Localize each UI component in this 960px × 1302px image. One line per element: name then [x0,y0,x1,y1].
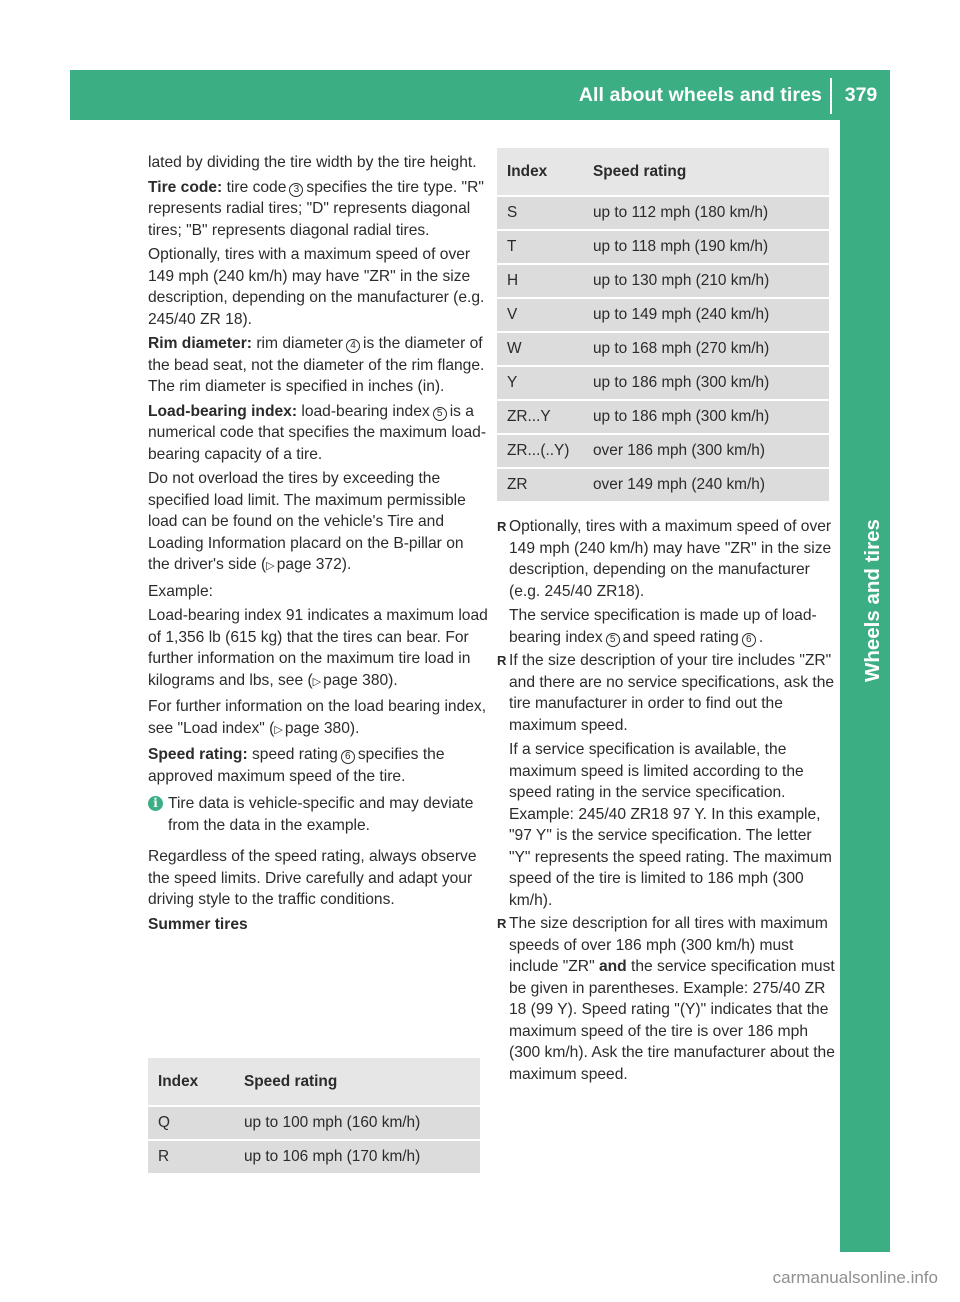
page-number: 379 [844,84,878,106]
column-header-speed: Speed rating [583,148,829,196]
bullet-marker-icon: R [497,916,507,931]
column-header-index: Index [497,148,583,196]
cell-index: V [497,298,583,332]
paragraph-example: Load-bearing index 91 indicates a maximum load of 1,356 lb (615 kg) that the tires can bear. For further information on the maximum tire load in kilograms and lbs, see (▷ page 380). [148,607,488,689]
table-row [497,366,829,400]
cell-index: H [497,264,583,298]
paragraph-further-info: For further information on the load bearing index, see "Load index" (▷ page 380). [148,698,487,737]
table-row [148,1106,480,1140]
list-item-detail: The service specification is made up of load-bearing index 5 and speed rating 6 . [509,607,817,646]
info-note [148,793,488,836]
cell-speed: up to 100 mph (160 km/h) [234,1106,480,1140]
column-header-index: Index [148,1058,234,1106]
left-column [148,152,488,938]
page-ref-arrow-icon: ▷ [274,723,283,736]
list-item: R Optionally, tires with a maximum speed of over 149 mph (240 km/h) may have "ZR" in the size description, depending on the manufacturer (e.g. 245/40 ZR18). The service specification is made up of load-bearing index 5 and speed rating 6 . [497,516,837,648]
callout-marker-6: 6 [341,750,355,764]
list-item: R The size description for all tires with maximum speeds of over 186 mph (300 km/h) must include "ZR" and the service specification must be given in parentheses. Example: 275/40 ZR 18 (99 Y). Speed rating "(Y)" indicates that the maximum speed of the tire is over 186 mph (300 km/h). Ask the tire manufacturer about the maximum speed. [497,915,835,1083]
table-row [497,332,829,366]
summer-tires-table [148,1058,480,1175]
paragraph-regardless: Regardless of the speed rating, always observe the speed limits. Drive carefully and adapt your driving style to the traffic conditions. [148,848,477,908]
cell-speed: over 149 mph (240 km/h) [583,468,829,502]
list-item: R If the size description of your tire includes "ZR" and there are no service specifications, ask the tire manufacturer in order to find out the maximum speed. If a service specification is available, the maximum speed is limited according to the speed rating in the service specification. Example: 245/40 ZR18 97 Y. In this example, "97 Y" is the service specification. The letter "Y" represents the speed rating. The maximum speed of the tire is limited to 186 mph (300 km/h). [497,650,837,911]
paragraph-overload: Do not overload the tires by exceeding the specified load limit. The maximum permissible load can be found on the vehicle's Tire and Loading Information placard on the B-pillar on the driver's side (▷ page 372). [148,470,466,573]
section-title: All about wheels and tires [578,84,822,106]
page-reference-link[interactable]: page 372). [276,556,352,573]
cell-index: W [497,332,583,366]
cell-index: S [497,196,583,230]
cell-index: ZR [497,468,583,502]
cell-speed: up to 106 mph (170 km/h) [234,1140,480,1174]
cell-speed: up to 149 mph (240 km/h) [583,298,829,332]
callout-marker-3: 3 [289,183,303,197]
table-row [497,468,829,502]
cell-speed: over 186 mph (300 km/h) [583,434,829,468]
header-bar [70,70,890,120]
term-speed-rating: Speed rating: [148,746,248,763]
term-rim-diameter: Rim diameter: [148,335,252,352]
page-ref-arrow-icon: ▷ [266,560,275,572]
column-header-speed: Speed rating [234,1058,480,1106]
cell-speed: up to 168 mph (270 km/h) [583,332,829,366]
speed-rating-table [497,148,829,503]
table-header-row [148,1058,480,1106]
page-reference-link[interactable]: page 380). [284,719,360,737]
watermark: carmanualsonline.info [772,1268,938,1287]
cell-speed: up to 112 mph (180 km/h) [583,196,829,230]
cell-index: T [497,230,583,264]
callout-marker-5: 5 [433,407,447,421]
cell-speed: up to 186 mph (300 km/h) [583,366,829,400]
cell-speed: up to 118 mph (190 km/h) [583,230,829,264]
cell-index: ZR...(..Y) [497,434,583,468]
table-row [497,230,829,264]
table-row [497,400,829,434]
bullet-marker-icon: R [497,519,507,534]
term-load-index: Load-bearing index: [148,402,298,420]
paragraph-speed-rating: Speed rating: speed rating 6 specifies the approved maximum speed of the tire. [148,746,445,785]
callout-marker-5: 5 [606,633,620,647]
table-row [497,298,829,332]
paragraph-example-label: Example: [148,582,214,600]
callout-marker-4: 4 [346,339,360,353]
page-ref-arrow-icon: ▷ [312,675,322,688]
table-row [497,196,829,230]
term-tire-code: Tire code: [148,178,223,196]
cell-speed: up to 130 mph (210 km/h) [583,264,829,298]
chapter-side-tab [840,120,890,1252]
cell-speed: up to 186 mph (300 km/h) [583,400,829,434]
paragraph-tire-code: Tire code: tire code 3 specifies the tire type. "R" represents radial tires; "D" represents diagonal tires; "B" represents diagonal radial tires. [148,178,484,239]
page-reference-link[interactable]: page 380). [323,671,398,689]
header-divider [830,78,832,114]
info-note-text: Tire data is vehicle-specific and may deviate from the data in the example. [168,795,474,834]
cell-index: ZR...Y [497,400,583,434]
paragraph-load-index: Load-bearing index: load-bearing index 5 is a numerical code that specifies the maximum load-bearing capacity of a tire. [148,402,487,463]
bullet-list [497,516,837,1087]
info-icon: i [148,796,163,811]
list-item-detail: If a service specification is available, the maximum speed is limited according to the speed rating in the service specification. Example: 245/40 ZR18 97 Y. In this example, "97 Y" is the service specification. The letter "Y" represents the speed rating. The maximum speed of the tire is limited to 186 mph (300 km/h). [509,741,832,909]
cell-index: Y [497,366,583,400]
paragraph-optional-zr: Optionally, tires with a maximum speed of over 149 mph (240 km/h) may have "ZR" in the size description, depending on the manufacturer (e.g. 245/40 ZR 18). [148,246,485,328]
table-header-row [497,148,829,196]
callout-marker-6: 6 [742,633,756,647]
paragraph-intro: lated by dividing the tire width by the tire height. [148,154,477,171]
summer-tires-heading: Summer tires [148,915,248,933]
cell-index: R [148,1140,234,1174]
paragraph-rim-diameter: Rim diameter: rim diameter 4 is the diameter of the bead seat, not the diameter of the rim flange. The rim diameter is specified in inches (in). [148,335,485,395]
bullet-marker-icon: R [497,653,507,668]
table-row [497,434,829,468]
cell-index: Q [148,1106,234,1140]
table-row [497,264,829,298]
table-row [148,1140,480,1174]
chapter-label: Wheels and tires [861,519,884,682]
